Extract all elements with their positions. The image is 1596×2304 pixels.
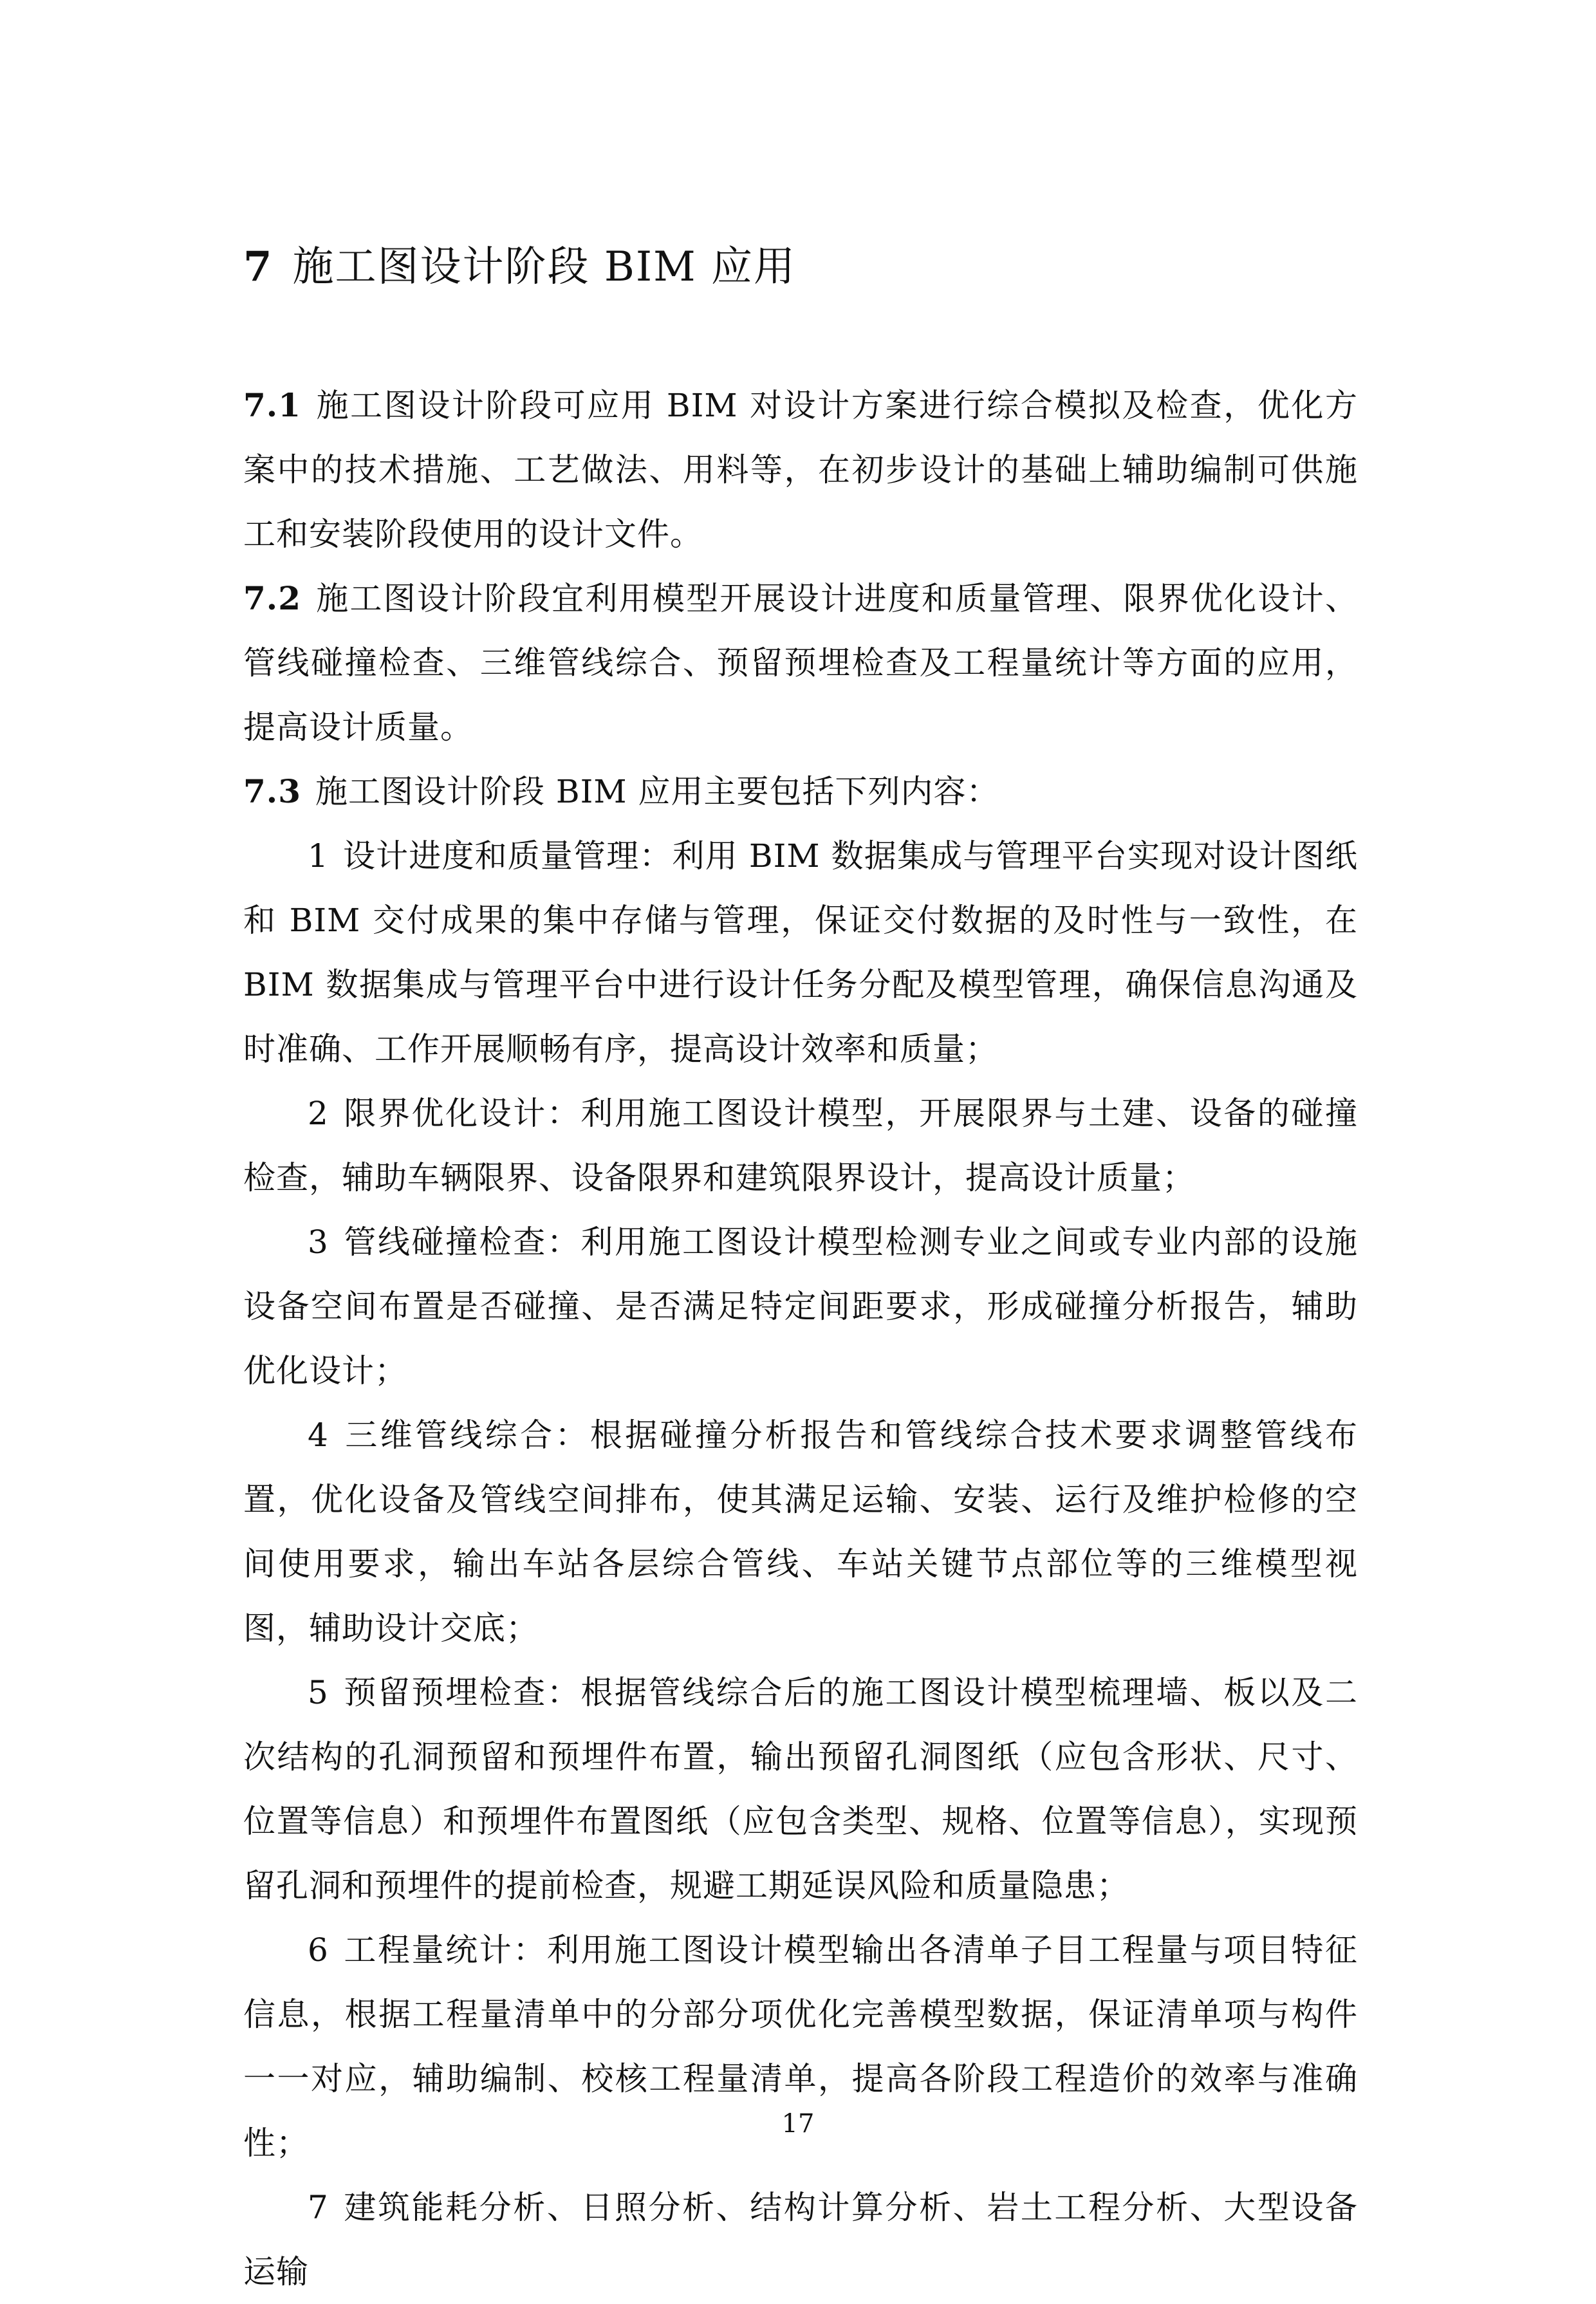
clause-number: 7.3 xyxy=(243,772,301,810)
clause-text: 施工图设计阶段 BIM 应用主要包括下列内容： xyxy=(315,773,999,810)
item-number: 6 xyxy=(308,1931,329,1969)
list-item-5 xyxy=(243,1660,1358,1918)
item-number: 7 xyxy=(308,2189,329,2226)
item-text: 预留预埋检查：根据管线综合后的施工图设计模型梳理墙、板以及二次结构的孔洞预留和预埋件布置，输出预留孔洞图纸（应包含形状、尺寸、位置等信息）和预埋件布置图纸（应包含类型、规格、位置等信息），实现预留孔洞和预埋件的提前检查，规避工期延误风险和质量隐患； xyxy=(243,1674,1358,1904)
clause-7-1 xyxy=(243,373,1358,566)
clause-7-2 xyxy=(243,566,1358,759)
chapter-title: 施工图设计阶段 BIM 应用 xyxy=(292,243,797,291)
item-text: 限界优化设计：利用施工图设计模型，开展限界与土建、设备的碰撞检查，辅助车辆限界、设备限界和建筑限界设计，提高设计质量； xyxy=(243,1095,1358,1196)
page-number: 17 xyxy=(781,2109,815,2139)
item-number: 3 xyxy=(308,1223,329,1261)
clause-number: 7.2 xyxy=(243,579,301,617)
item-text: 三维管线综合：根据碰撞分析报告和管线综合技术要求调整管线布置，优化设备及管线空间排布，使其满足运输、安装、运行及维护检修的空间使用要求，输出车站各层综合管线、车站关键节点部位等的三维模型视图，辅助设计交底； xyxy=(243,1417,1358,1647)
clause-text: 施工图设计阶段宜利用模型开展设计进度和质量管理、限界优化设计、管线碰撞检查、三维管线综合、预留预埋检查及工程量统计等方面的应用，提高设计质量。 xyxy=(243,580,1358,746)
item-number: 4 xyxy=(308,1417,329,1454)
item-text: 管线碰撞检查：利用施工图设计模型检测专业之间或专业内部的设施设备空间布置是否碰撞、是否满足特定间距要求，形成碰撞分析报告，辅助优化设计； xyxy=(243,1223,1358,1389)
chapter-number: 7 xyxy=(243,243,274,291)
list-item-2 xyxy=(243,1081,1358,1210)
clause-number: 7.1 xyxy=(243,386,301,424)
item-text: 建筑能耗分析、日照分析、结构计算分析、岩土工程分析、大型设备运输 xyxy=(243,2189,1358,2290)
clause-7-3 xyxy=(243,759,1358,824)
item-number: 5 xyxy=(308,1674,329,1711)
item-number: 2 xyxy=(308,1095,329,1132)
list-item-3 xyxy=(243,1210,1358,1403)
page-content xyxy=(243,232,1358,2304)
item-text: 工程量统计：利用施工图设计模型输出各清单子目工程量与项目特征信息，根据工程量清单中的分部分项优化完善模型数据，保证清单项与构件一一对应，辅助编制、校核工程量清单，提高各阶段工程造价的效率与准确性； xyxy=(243,1931,1358,2162)
list-item-4 xyxy=(243,1403,1358,1660)
list-item-7 xyxy=(243,2175,1358,2304)
list-item-1 xyxy=(243,824,1358,1081)
chapter-heading xyxy=(243,232,1358,302)
item-text: 设计进度和质量管理：利用 BIM 数据集成与管理平台实现对设计图纸和 BIM 交付成果的集中存储与管理，保证交付数据的及时性与一致性，在 BIM 数据集成与管理平台中进行设计任务分配及模型管理，确保信息沟通及时准确、工作开展顺畅有序，提高设计效率和质量； xyxy=(243,837,1358,1068)
clause-text: 施工图设计阶段可应用 BIM 对设计方案进行综合模拟及检查，优化方案中的技术措施、工艺做法、用料等，在初步设计的基础上辅助编制可供施工和安装阶段使用的设计文件。 xyxy=(243,387,1358,553)
item-number: 1 xyxy=(308,837,329,875)
